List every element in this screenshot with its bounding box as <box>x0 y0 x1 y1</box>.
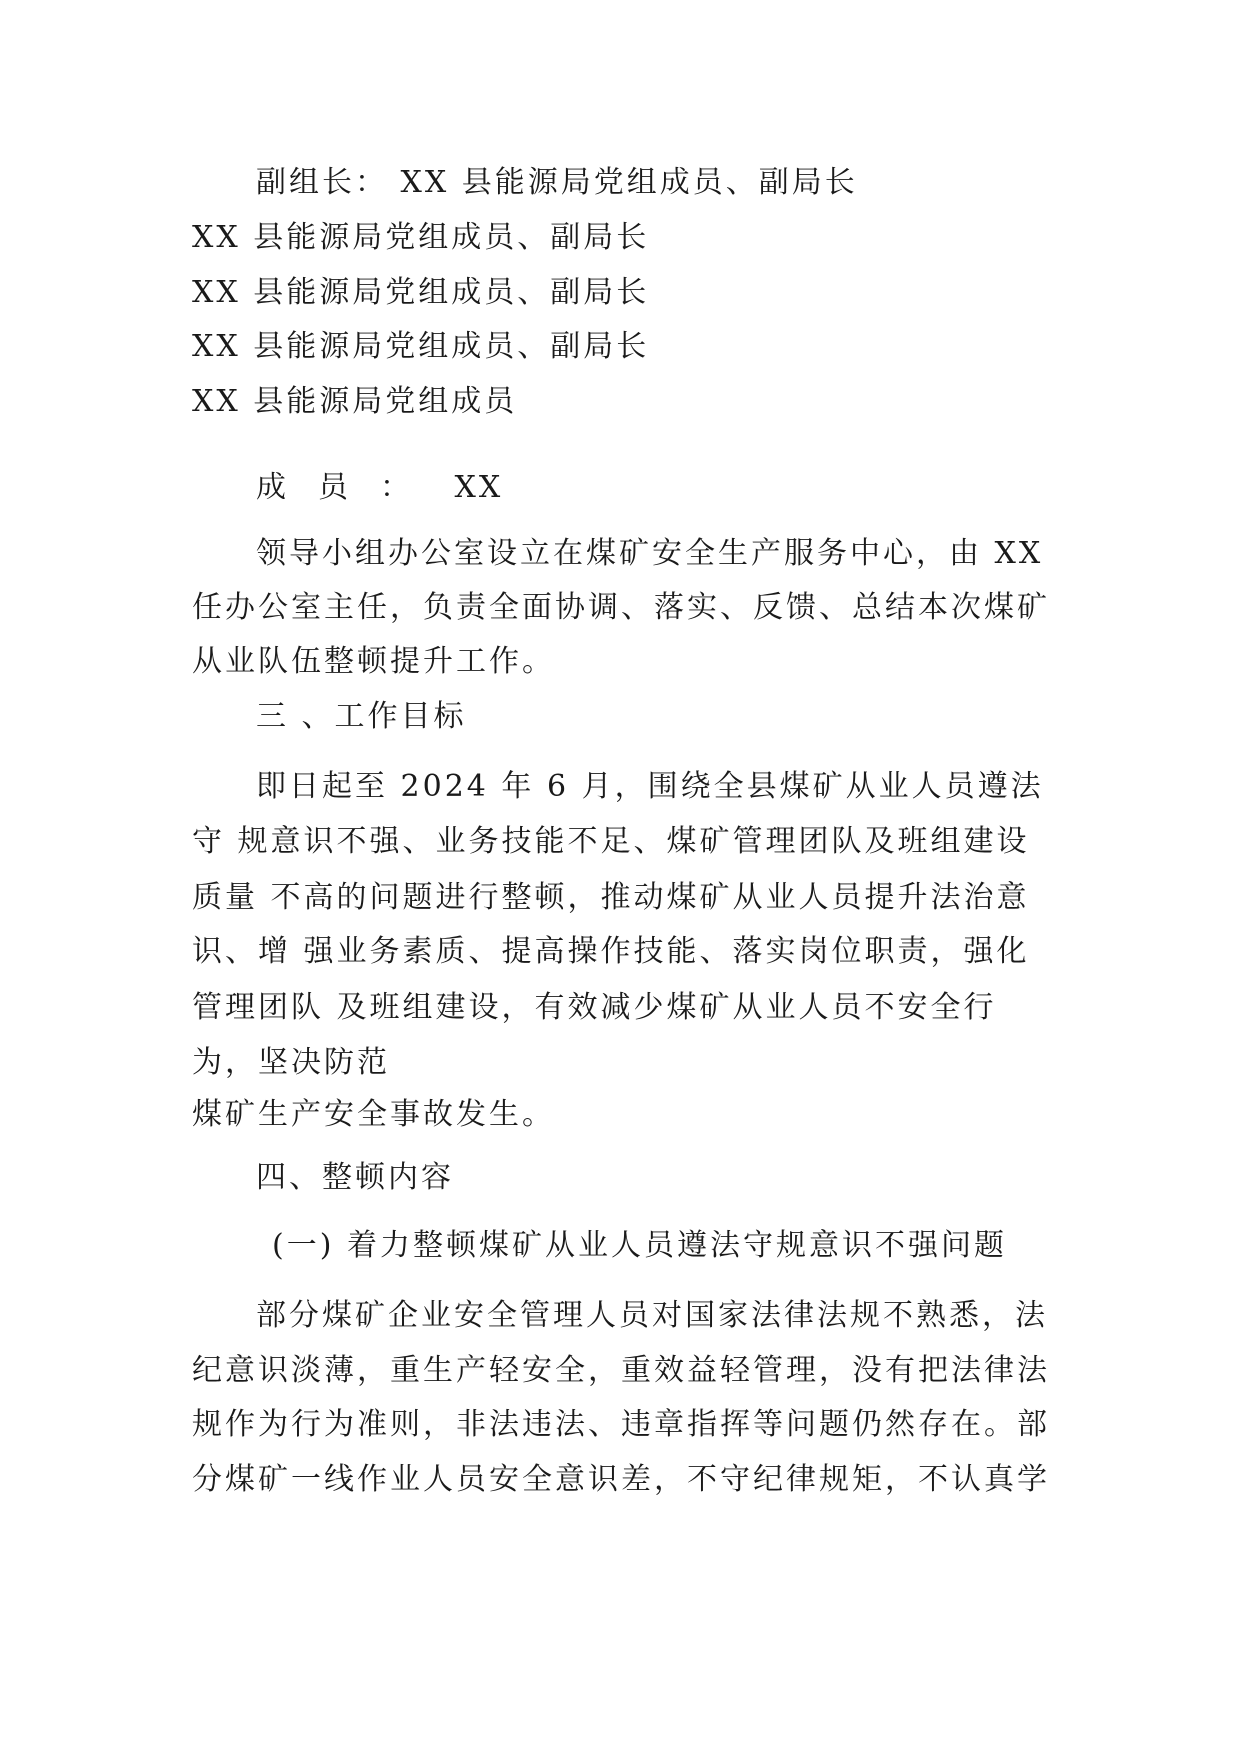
office-paragraph-line: 从业队伍整顿提升工作。 <box>192 644 555 679</box>
section-heading: 三 、工作目标 <box>256 699 467 734</box>
paragraph-line: 部分煤矿企业安全管理人员对国家法律法规不熟悉，法 <box>256 1298 1048 1333</box>
paragraph-line: 煤矿生产安全事故发生。 <box>192 1097 555 1132</box>
paragraph-line: 规作为行为准则，非法违法、违章指挥等问题仍然存在。部 <box>192 1407 1050 1442</box>
paragraph-line: 管理团队 及班组建设，有效减少煤矿从业人员不安全行 <box>192 990 997 1025</box>
paragraph-line: 即日起至 2024 年 6 月，围绕全县煤矿从业人员遵法 <box>256 769 1044 804</box>
paragraph-line: 守 规意识不强、业务技能不足、煤矿管理团队及班组建设 <box>192 824 1030 859</box>
members-value: XX <box>454 470 504 505</box>
paragraph-line: 分煤矿一线作业人员安全意识差，不守纪律规矩，不认真学 <box>192 1462 1050 1497</box>
subsection-heading: (一) 着力整顿煤矿从业人员遵法守规意识不强问题 <box>272 1228 1007 1263</box>
deputy-line: XX 县能源局党组成员、副局长 <box>192 329 650 364</box>
deputy-leader-line: 副组长： XX 县能源局党组成员、副局长 <box>256 165 858 200</box>
deputy-line: XX 县能源局党组成员、副局长 <box>192 275 650 310</box>
paragraph-line: 为，坚决防范 <box>192 1045 390 1080</box>
paragraph-line: 纪意识淡薄，重生产轻安全，重效益轻管理，没有把法律法 <box>192 1353 1050 1388</box>
office-paragraph-line: 任办公室主任，负责全面协调、落实、反馈、总结本次煤矿 <box>192 590 1050 625</box>
members-line <box>256 468 503 508</box>
office-paragraph-line: 领导小组办公室设立在煤矿安全生产服务中心，由 XX <box>256 536 1044 571</box>
deputy-line: XX 县能源局党组成员、副局长 <box>192 220 650 255</box>
deputy-line: XX 县能源局党组成员 <box>192 384 518 419</box>
paragraph-line: 识、增 强业务素质、提高操作技能、落实岗位职责，强化 <box>192 934 1030 969</box>
paragraph-line: 质量 不高的问题进行整顿，推动煤矿从业人员提升法治意 <box>192 880 1030 915</box>
members-label: 成员： <box>256 470 442 505</box>
section-heading: 四、整顿内容 <box>256 1160 454 1195</box>
